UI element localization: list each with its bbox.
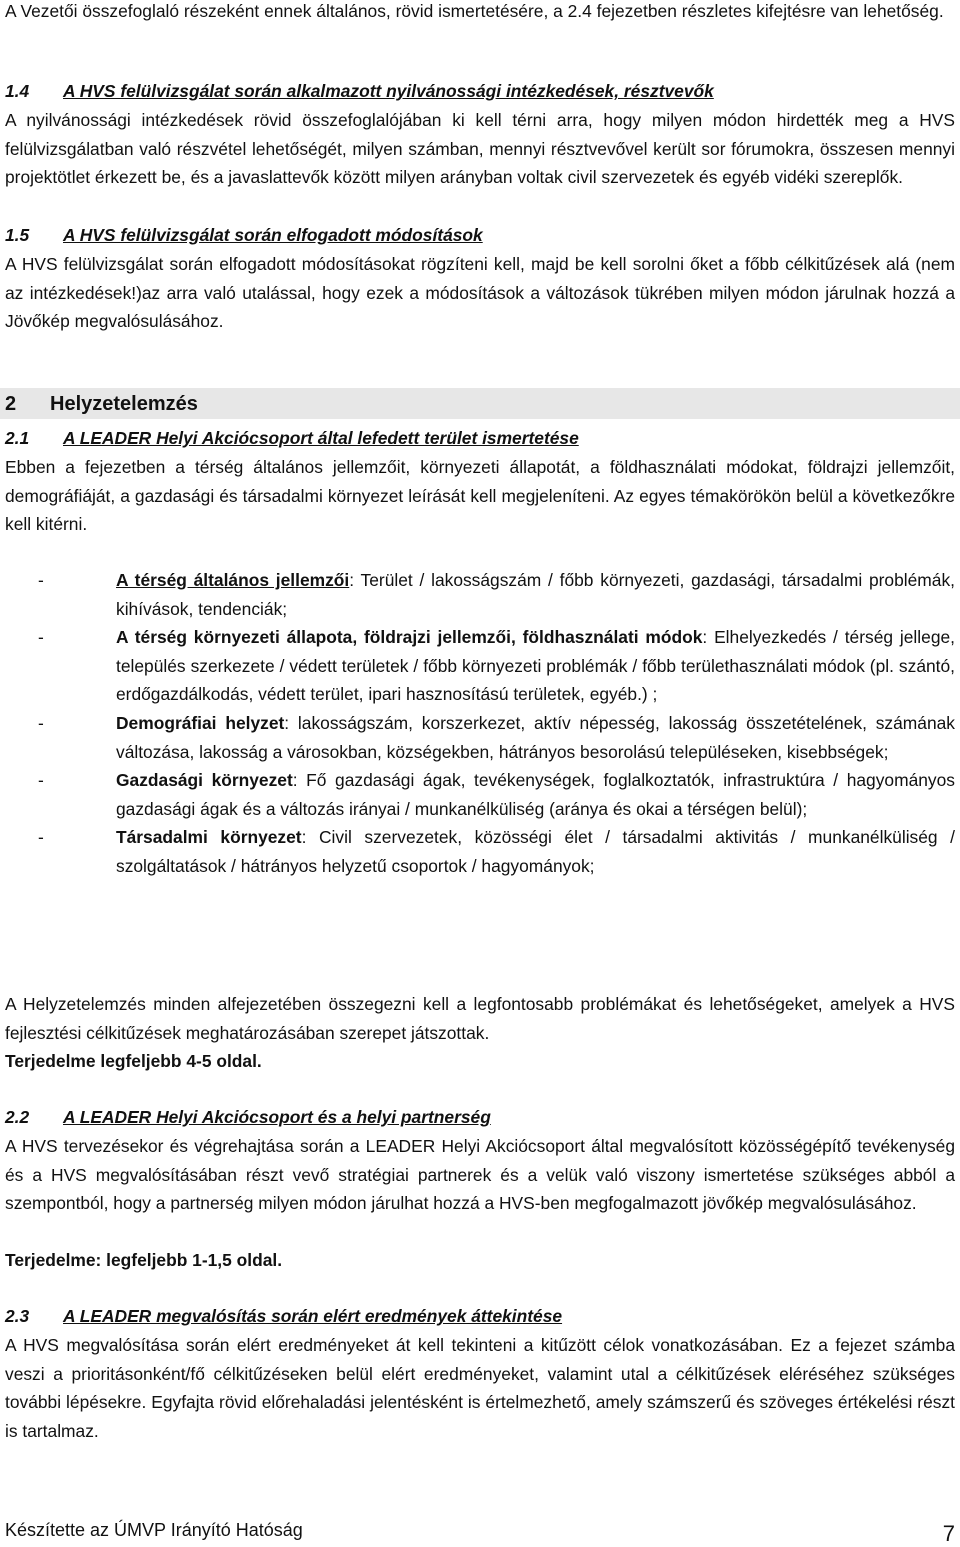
section-2-2-length-limit	[5, 1246, 955, 1275]
list-dash: -	[38, 627, 44, 648]
chapter-2-heading	[5, 389, 198, 419]
section-1-5-number: 1.5	[5, 225, 30, 245]
list-item-text: : Fő gazdasági ágak, tevékenységek, foglalkoztatók, infrastruktúra / hagyományos gazdasági ágak és a változás irányai / munkanélküliség (aránya és okai a térségen belül);	[116, 770, 955, 819]
list-item-text: : lakosságszám, korszerkezet, aktív népesség, lakosság összetételének, számának változása, lakosság a városokban, községekben, hátrányos besorolású településeken, kisebbségek;	[116, 712, 955, 762]
list-item	[5, 623, 955, 709]
list-item	[5, 766, 955, 823]
list-item	[5, 823, 955, 880]
chapter-2-title: Helyzetelemzés	[50, 393, 198, 415]
section-1-4-title: A HVS felülvizsgálat során alkalmazott nyilvánossági intézkedések, résztvevők	[63, 81, 714, 101]
list-item-text: : Terület / lakosságszám / főbb környezeti, gazdasági, társadalmi problémák, kihívások, tendenciák;	[116, 570, 955, 619]
list-item-term: A térség általános jellemzői	[116, 570, 350, 590]
section-2-1-summary-text: A Helyzetelemzés minden alfejezetében összegezni kell a legfontosabb problémákat és lehetőségeket, amelyek a HVS fejlesztési célkitűzések meghatározásában szerepet játszottak.	[5, 994, 955, 1043]
section-1-4-body	[5, 106, 955, 192]
list-item-term: Demográfiai helyzet	[116, 712, 285, 733]
section-2-3-title: A LEADER megvalósítás során elért eredmények áttekintése	[63, 1306, 563, 1326]
list-dash: -	[38, 827, 44, 848]
section-2-1-number: 2.1	[5, 428, 30, 448]
list-dash: -	[38, 770, 44, 791]
list-item-term: Gazdasági környezet	[116, 770, 293, 791]
list-item-text: : Elhelyezkedés / térség jellege, település szerkezete / védett területek / főbb környezeti problémák / főbb területhasználati módok (pl. szántó, erdőgazdálkodás, védett terület, ipari hasznosítású területek, egyéb.) ;	[116, 627, 956, 705]
section-2-1-limit-text: Terjedelme legfeljebb 4-5 oldal.	[5, 1051, 262, 1071]
intro-text: A Vezetői összefoglaló részeként ennek általános, rövid ismertetésére, a 2.4 fejezetben részletes kifejtésre van lehetőség.	[5, 1, 944, 21]
section-2-1-text: Ebben a fejezetben a térség általános jellemzőit, környezeti állapotát, a földhasználati módokat, földrajzi jellemzőit, demográfiáját, a gazdasági és társadalmi környezet leírását kell megjeleníteni. Az egyes témakörökön belül a következőkre kell kitérni.	[5, 457, 955, 535]
list-item	[5, 566, 955, 623]
list-item-term: Társadalmi környezet	[116, 827, 302, 848]
section-2-2-text: A HVS tervezésekor és végrehajtása során a LEADER Helyi Akciócsoport által megvalósított közösségépítő tevékenység és a HVS megvalósításában részt vevő stratégiai partnerek és a velük való viszony ismertetése szükséges abból a szempontból, hogy a partnerség milyen módon járulhat hozzá a HVS-ben megfogalmazott jövőkép megvalósulásához.	[5, 1136, 955, 1214]
section-2-3-number: 2.3	[5, 1306, 30, 1326]
list-dash: -	[38, 712, 44, 733]
section-2-1-summary	[5, 990, 955, 1047]
section-2-1-body	[5, 453, 955, 539]
footer-author: Készítette az ÚMVP Irányító Hatóság	[5, 1520, 303, 1540]
list-item-text: : Civil szervezetek, közösségi élet / társadalmi aktivitás / munkanélküliség / szolgáltatások / hátrányos helyzetű csoportok / hagyományok;	[116, 827, 955, 876]
section-2-2-title: A LEADER Helyi Akciócsoport és a helyi partnerség	[63, 1107, 491, 1127]
section-2-1-title: A LEADER Helyi Akciócsoport által lefedett terület ismertetése	[63, 428, 579, 448]
section-2-1-topic-list	[5, 566, 955, 881]
chapter-2-number: 2	[5, 393, 17, 415]
section-1-5-heading	[5, 221, 955, 250]
section-2-1-length-limit	[5, 1047, 955, 1076]
section-1-4-number: 1.4	[5, 81, 30, 101]
section-2-3-body	[5, 1331, 955, 1445]
section-2-3-heading	[5, 1302, 955, 1331]
section-1-5-title: A HVS felülvizsgálat során elfogadott módosítások	[63, 225, 483, 245]
page-number: 7	[942, 1521, 955, 1546]
intro-paragraph	[5, 0, 955, 26]
section-2-1-heading	[5, 424, 955, 453]
section-2-2-number: 2.2	[5, 1107, 30, 1127]
section-2-2-heading	[5, 1103, 955, 1132]
list-item	[5, 709, 955, 766]
list-item-term: A térség környezeti állapota, földrajzi jellemzői, földhasználati módok	[116, 627, 703, 648]
list-dash: -	[38, 570, 44, 590]
page-footer	[5, 1517, 955, 1546]
section-1-5-text: A HVS felülvizsgálat során elfogadott módosításokat rögzíteni kell, majd be kell sorolni őket a főbb célkitűzések alá (nem az intézkedések!)az arra való utalással, hogy ezek a módosítások a változások tükrében milyen módon járulnak hozzá a Jövőkép megvalósulásához.	[5, 254, 955, 332]
section-2-2-body	[5, 1132, 955, 1218]
section-2-2-limit-text: Terjedelme: legfeljebb 1-1,5 oldal.	[5, 1250, 283, 1270]
section-1-4-heading	[5, 77, 955, 106]
section-1-5-body	[5, 250, 955, 336]
section-2-3-text: A HVS megvalósítása során elért eredményeket át kell tekinteni a kitűzött célok vonatkozásában. Ez a fejezet számba veszi a prioritásonként/fő célkitűzéseken belül elért eredményeket, valamint utal a célkitűzések eléréséhez szükséges további lépésekre. Egyfajta rövid előrehaladási jelentésként is értelmezhető, amely számszerű és szöveges értékelési részt is tartalmaz.	[5, 1335, 955, 1441]
section-1-4-text: A nyilvánossági intézkedések rövid összefoglalójában ki kell térni arra, hogy milyen módon hirdették meg a HVS felülvizsgálatban való részvétel lehetőségét, milyen számban, mennyi résztvevővel került sor fórumokra, összesen mennyi projektötlet érkezett be, és a javaslattevők között milyen arányban voltak civil szervezetek és egyéb vidéki szereplők.	[5, 110, 955, 188]
